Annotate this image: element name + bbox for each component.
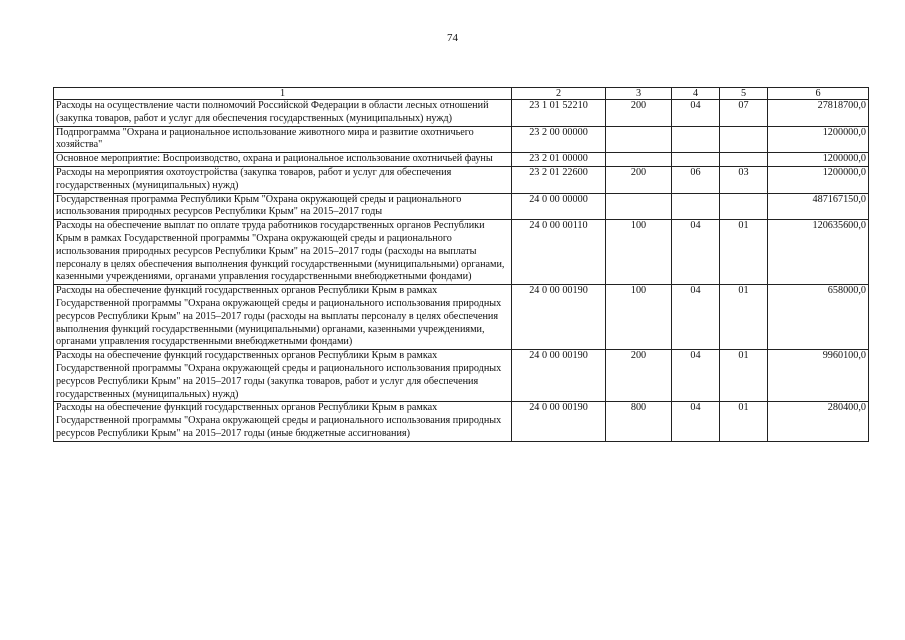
column-header: 4 [672, 88, 720, 100]
subsection-code [720, 153, 768, 167]
table-row [54, 220, 869, 285]
table-row [54, 100, 869, 127]
expense-name: Расходы на обеспечение функций государственных органов Республики Крым в рамках Государственной программы "Охрана окружающей среды и рационального использования природных ресурсов Республики Крым" на 2015–2017 годы (иные бюджетные ассигнования) [54, 402, 512, 441]
expense-name: Расходы на обеспечение функций государственных органов Республики Крым в рамках Государственной программы "Охрана окружающей среды и рационального использования природных ресурсов Республики Крым" на 2015–2017 годы (расходы на выплаты персоналу в целях обеспечения выполнения функций государственными (муниципальными) органами, казенными учреждениями, органами управления государственными внебюджетными фондами) [54, 285, 512, 350]
subsection-code [720, 126, 768, 153]
expense-type-code: 200 [606, 100, 672, 127]
subsection-code: 01 [720, 285, 768, 350]
expense-name: Государственная программа Республики Крым "Охрана окружающей среды и рационального использования природных ресурсов Республики Крым" на 2015–2017 годы [54, 193, 512, 220]
amount: 120635600,0 [768, 220, 869, 285]
amount: 487167150,0 [768, 193, 869, 220]
target-article-code: 23 2 00 00000 [512, 126, 606, 153]
section-code: 04 [672, 350, 720, 402]
target-article-code: 23 1 01 52210 [512, 100, 606, 127]
section-code: 04 [672, 220, 720, 285]
page-number: 74 [447, 32, 458, 44]
section-code [672, 153, 720, 167]
expense-name: Расходы на обеспечение функций государственных органов Республики Крым в рамках Государственной программы "Охрана окружающей среды и рационального использования природных ресурсов Республики Крым" на 2015–2017 годы (закупка товаров, работ и услуг для обеспечения государственных (муниципальных) нужд) [54, 350, 512, 402]
target-article-code: 24 0 00 00190 [512, 285, 606, 350]
section-code [672, 193, 720, 220]
amount: 658000,0 [768, 285, 869, 350]
target-article-code: 24 0 00 00110 [512, 220, 606, 285]
subsection-code: 01 [720, 402, 768, 441]
table-row [54, 402, 869, 441]
table-row [54, 126, 869, 153]
target-article-code: 23 2 01 00000 [512, 153, 606, 167]
table-header-row [54, 88, 869, 100]
table-row [54, 350, 869, 402]
budget-table [53, 87, 869, 442]
target-article-code: 24 0 00 00190 [512, 350, 606, 402]
expense-type-code: 200 [606, 350, 672, 402]
expense-type-code [606, 153, 672, 167]
expense-type-code: 100 [606, 220, 672, 285]
expense-name: Основное мероприятие: Воспроизводство, охрана и рациональное использование охотничьей фауны [54, 153, 512, 167]
expense-type-code: 800 [606, 402, 672, 441]
section-code: 04 [672, 402, 720, 441]
target-article-code: 23 2 01 22600 [512, 166, 606, 193]
amount: 1200000,0 [768, 126, 869, 153]
expense-type-code: 100 [606, 285, 672, 350]
amount: 9960100,0 [768, 350, 869, 402]
column-header: 2 [512, 88, 606, 100]
target-article-code: 24 0 00 00190 [512, 402, 606, 441]
column-header: 3 [606, 88, 672, 100]
expense-type-code [606, 193, 672, 220]
column-header: 1 [54, 88, 512, 100]
table-row [54, 153, 869, 167]
amount: 280400,0 [768, 402, 869, 441]
table-row [54, 193, 869, 220]
subsection-code: 01 [720, 220, 768, 285]
expense-name: Подпрограмма "Охрана и рациональное использование животного мира и развитие охотничьего хозяйства" [54, 126, 512, 153]
expense-name: Расходы на обеспечение выплат по оплате труда работников государственных органов Республики Крым в рамках Государственной программы "Охрана окружающей среды и рационального использования природных ресурсов Республики Крым" на 2015–2017 годы (расходы на выплаты персоналу в целях обеспечения выполнения функций государственными (муниципальными) органами, казенными учреждениями, органами управления государственными внебюджетными фондами) [54, 220, 512, 285]
expense-type-code [606, 126, 672, 153]
section-code: 04 [672, 285, 720, 350]
amount: 1200000,0 [768, 153, 869, 167]
subsection-code: 01 [720, 350, 768, 402]
table-row [54, 285, 869, 350]
subsection-code [720, 193, 768, 220]
expense-type-code: 200 [606, 166, 672, 193]
amount: 1200000,0 [768, 166, 869, 193]
section-code [672, 126, 720, 153]
amount: 27818700,0 [768, 100, 869, 127]
expense-name: Расходы на осуществление части полномочий Российской Федерации в области лесных отношений (закупка товаров, работ и услуг для обеспечения государственных (муниципальных) нужд) [54, 100, 512, 127]
section-code: 04 [672, 100, 720, 127]
column-header: 6 [768, 88, 869, 100]
subsection-code: 07 [720, 100, 768, 127]
subsection-code: 03 [720, 166, 768, 193]
column-header: 5 [720, 88, 768, 100]
table-row [54, 166, 869, 193]
section-code: 06 [672, 166, 720, 193]
expense-name: Расходы на мероприятия охотоустройства (закупка товаров, работ и услуг для обеспечения государственных (муниципальных) нужд) [54, 166, 512, 193]
target-article-code: 24 0 00 00000 [512, 193, 606, 220]
